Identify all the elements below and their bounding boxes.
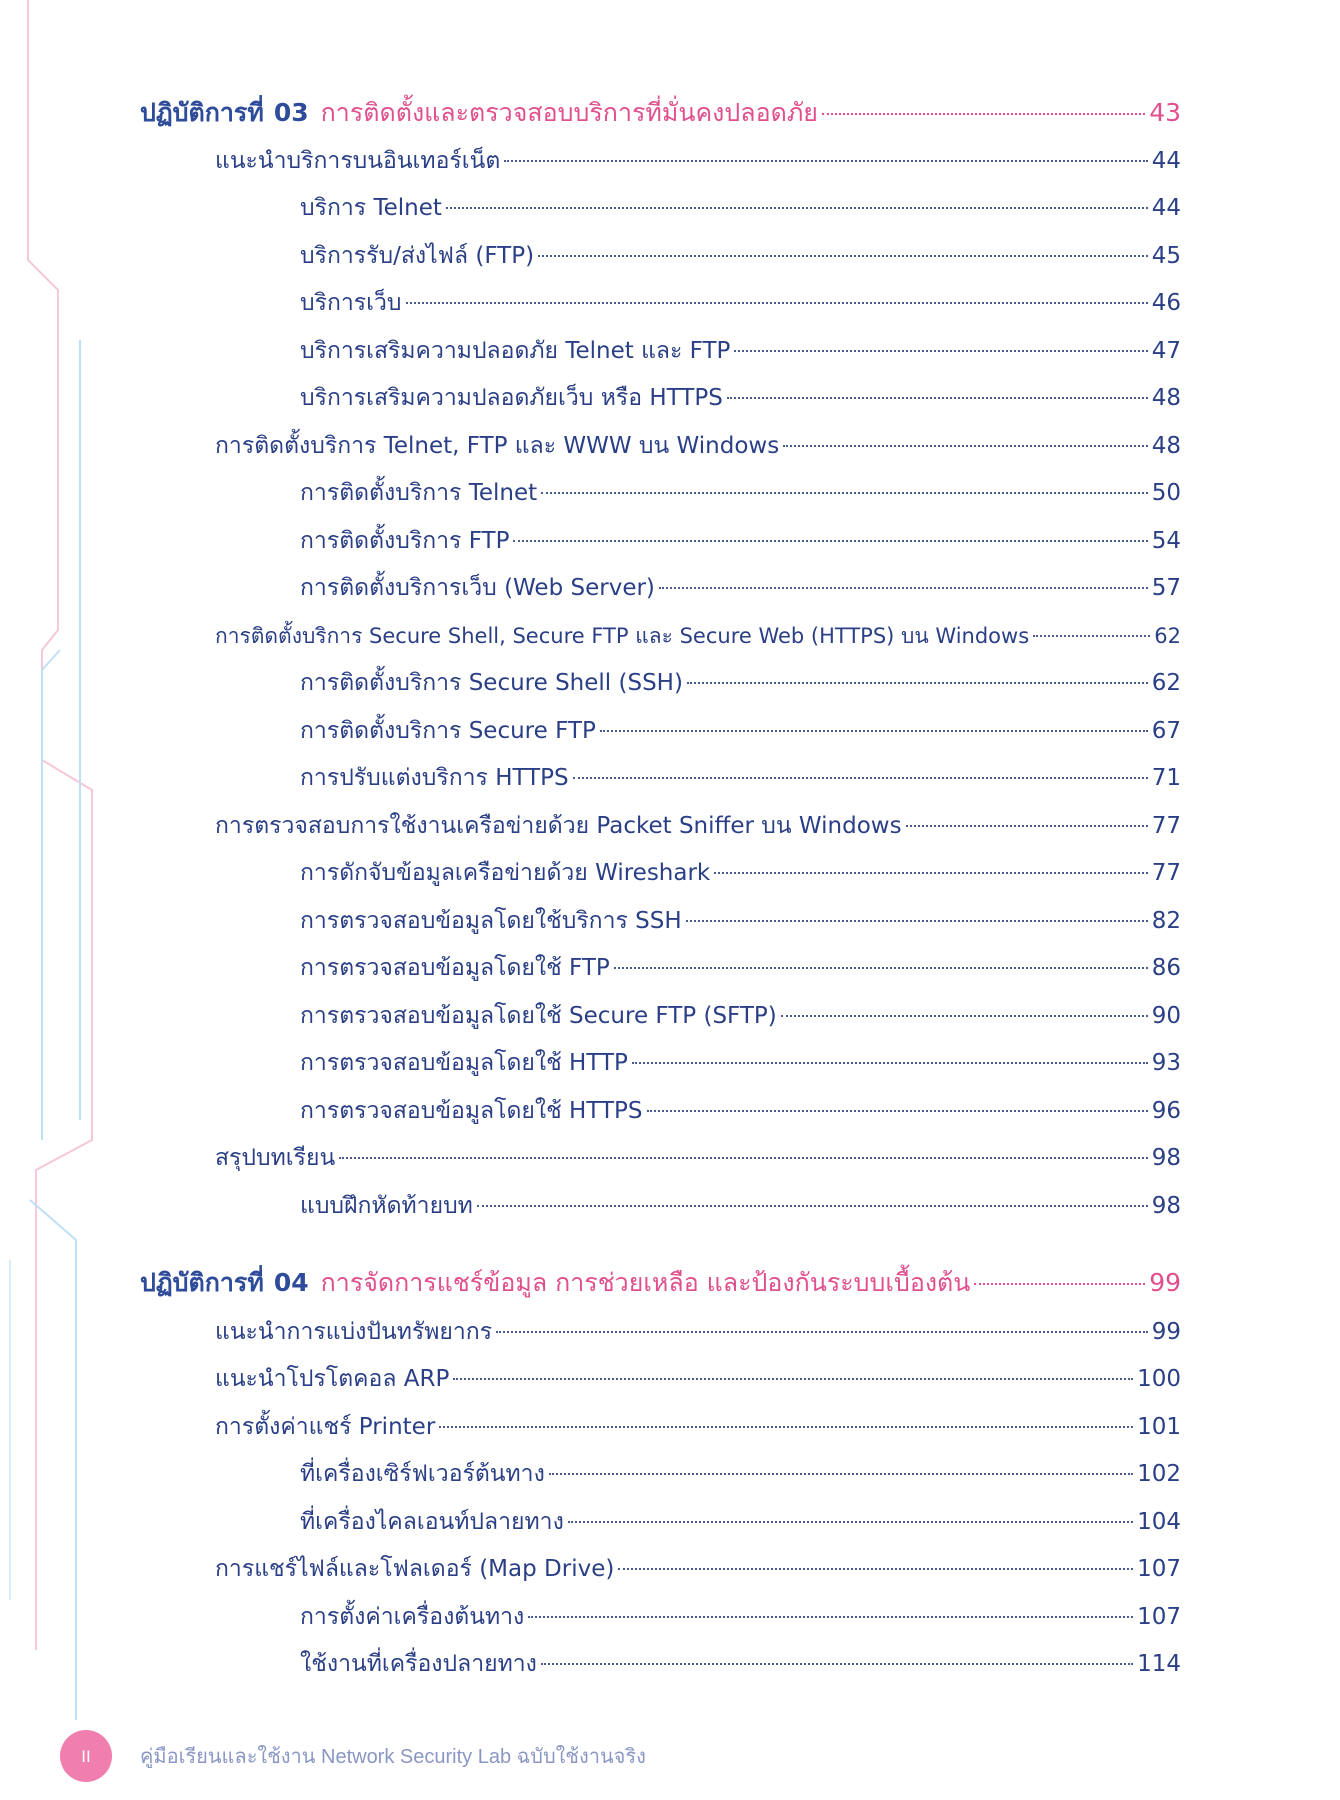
page-number: 99: [1149, 1268, 1181, 1297]
dot-leader: [906, 825, 1148, 827]
entry-title: แนะนำบริการบนอินเทอร์เน็ต: [215, 148, 501, 174]
entry-title: การติดตั้งบริการ Secure FTP: [300, 718, 596, 744]
dot-leader: [822, 113, 1145, 115]
dot-leader: [339, 1157, 1148, 1159]
page-number: 57: [1151, 575, 1181, 601]
entry-title: การติดตั้งบริการ Telnet: [300, 480, 538, 506]
toc-entry[interactable]: [300, 193, 1181, 223]
dot-leader: [1033, 635, 1150, 637]
dot-leader: [541, 1663, 1133, 1665]
dot-leader: [528, 1616, 1133, 1618]
dot-leader: [513, 540, 1147, 542]
dot-leader: [477, 1205, 1148, 1207]
dot-leader: [541, 492, 1148, 494]
toc-entry[interactable]: [215, 811, 1181, 841]
entry-title: ที่เครื่องไคลเอนท์ปลายทาง: [300, 1509, 564, 1535]
dot-leader: [659, 587, 1148, 589]
page-number: 62: [1151, 670, 1181, 696]
dot-leader: [734, 350, 1147, 352]
entry-title: การปรับแต่งบริการ HTTPS: [300, 765, 569, 791]
page-number: 71: [1151, 765, 1181, 791]
page-number: 99: [1151, 1319, 1181, 1345]
dot-leader: [714, 872, 1147, 874]
entry-title: การตั้งค่าแชร์ Printer: [215, 1414, 436, 1440]
entry-title: แนะนำการแบ่งปันทรัพยากร: [215, 1319, 493, 1345]
dot-leader: [439, 1426, 1133, 1428]
page-number: 98: [1151, 1145, 1181, 1171]
toc-entry[interactable]: [300, 1507, 1181, 1537]
entry-title: การดักจับข้อมูลเครือข่ายด้วย Wireshark: [300, 860, 711, 886]
decorative-side-lines: [0, 0, 120, 1800]
entry-title: แบบฝึกหัดท้ายบท: [300, 1193, 473, 1219]
dot-leader: [568, 1521, 1133, 1523]
toc-entry[interactable]: [300, 763, 1181, 793]
entry-title: ที่เครื่องเซิร์ฟเวอร์ต้นทาง: [300, 1461, 545, 1487]
page-number: 62: [1154, 624, 1181, 648]
footer-book-title: คู่มือเรียนและใช้งาน Network Security Lab ฉบับใช้งานจริง: [140, 1746, 646, 1768]
toc-entry[interactable]: [300, 288, 1181, 318]
toc-entry[interactable]: [300, 1001, 1181, 1031]
toc-entry[interactable]: [300, 716, 1181, 746]
page-number: 102: [1137, 1461, 1181, 1487]
toc-entry[interactable]: [300, 858, 1181, 888]
entry-title: การตรวจสอบข้อมูลโดยใช้ HTTPS: [300, 1098, 643, 1124]
toc-entry[interactable]: [300, 526, 1181, 556]
toc-entry[interactable]: [300, 1191, 1181, 1221]
toc-entry[interactable]: [300, 383, 1181, 413]
entry-title: การตรวจสอบการใช้งานเครือข่ายด้วย Packet Sniffer บน Windows: [215, 813, 902, 839]
entry-title: บริการรับ/ส่งไฟล์ (FTP): [300, 243, 535, 269]
page-number: 44: [1151, 148, 1181, 174]
dot-leader: [727, 397, 1148, 399]
chapter-heading[interactable]: [140, 98, 1181, 128]
toc-entry[interactable]: [300, 1459, 1181, 1489]
toc-entry[interactable]: [215, 1554, 1181, 1584]
entry-title: แนะนำโปรโตคอล ARP: [215, 1366, 450, 1392]
entry-title: บริการ Telnet: [300, 195, 442, 221]
page-number: 77: [1151, 860, 1181, 886]
dot-leader: [687, 682, 1148, 684]
chapter-label: ปฏิบัติการที่: [140, 1268, 264, 1297]
page-number: 114: [1137, 1651, 1181, 1677]
entry-title: การตรวจสอบข้อมูลโดยใช้ Secure FTP (SFTP): [300, 1003, 777, 1029]
chapter-number: 03: [273, 98, 309, 127]
page-number: 67: [1151, 718, 1181, 744]
dot-leader: [406, 302, 1148, 304]
page-number: 104: [1137, 1509, 1181, 1535]
entry-title: การติดตั้งบริการ Secure Shell, Secure FTP และ Secure Web (HTTPS) บน Windows: [215, 624, 1030, 648]
dot-leader: [781, 1015, 1148, 1017]
toc-entry[interactable]: [300, 336, 1181, 366]
toc-entry[interactable]: [300, 1096, 1181, 1126]
dot-leader: [496, 1331, 1148, 1333]
entry-title: การติดตั้งบริการ FTP: [300, 528, 510, 554]
entry-title: สรุปบทเรียน: [215, 1145, 336, 1171]
page-number: 93: [1151, 1050, 1181, 1076]
entry-title: บริการเสริมความปลอดภัยเว็บ หรือ HTTPS: [300, 385, 723, 411]
page-number: 98: [1151, 1193, 1181, 1219]
dot-leader: [538, 255, 1148, 257]
page-number: 100: [1137, 1366, 1181, 1392]
entry-title: การติดตั้งบริการเว็บ (Web Server): [300, 575, 655, 601]
toc-entry[interactable]: [300, 478, 1181, 508]
entry-title: การติดตั้งบริการ Telnet, FTP และ WWW บน Windows: [215, 433, 780, 459]
toc-entry[interactable]: [215, 1143, 1181, 1173]
page-number: 86: [1151, 955, 1181, 981]
page-number: 54: [1151, 528, 1181, 554]
toc-entry[interactable]: [215, 1364, 1181, 1394]
toc-entry[interactable]: [300, 906, 1181, 936]
toc-entry[interactable]: [215, 146, 1181, 176]
dot-leader: [632, 1062, 1148, 1064]
toc-entry[interactable]: [215, 431, 1181, 461]
entry-title: การตั้งค่าเครื่องต้นทาง: [300, 1604, 525, 1630]
dot-leader: [453, 1378, 1133, 1380]
page-number: 50: [1151, 480, 1181, 506]
page-number: 90: [1151, 1003, 1181, 1029]
toc-entry[interactable]: [300, 668, 1181, 698]
page-footer: [60, 1730, 646, 1782]
chapter-number: 04: [273, 1268, 309, 1297]
entry-title: ใช้งานที่เครื่องปลายทาง: [300, 1651, 537, 1677]
entry-title: การตรวจสอบข้อมูลโดยใช้ FTP: [300, 955, 610, 981]
page-number: 46: [1151, 290, 1181, 316]
entry-title: การแชร์ไฟล์และโฟลเดอร์ (Map Drive): [215, 1556, 615, 1582]
page-number: 47: [1151, 338, 1181, 364]
chapter-label: ปฏิบัติการที่: [140, 98, 264, 127]
toc-entry[interactable]: [300, 1649, 1181, 1679]
page-number: 96: [1151, 1098, 1181, 1124]
toc-entry[interactable]: [300, 1602, 1181, 1632]
dot-leader: [600, 730, 1148, 732]
page-number: 44: [1151, 195, 1181, 221]
dot-leader: [573, 777, 1148, 779]
dot-leader: [783, 445, 1148, 447]
page-number: 101: [1137, 1414, 1181, 1440]
dot-leader: [647, 1110, 1148, 1112]
page-number: 77: [1151, 813, 1181, 839]
toc-entry[interactable]: [215, 621, 1181, 651]
page-number: 48: [1151, 433, 1181, 459]
entry-title: บริการเสริมความปลอดภัย Telnet และ FTP: [300, 338, 731, 364]
entry-title: การตรวจสอบข้อมูลโดยใช้บริการ SSH: [300, 908, 682, 934]
page-number: 45: [1151, 243, 1181, 269]
dot-leader: [614, 967, 1148, 969]
page-number: 43: [1149, 98, 1181, 127]
toc-entry[interactable]: [300, 241, 1181, 271]
page-number: 82: [1151, 908, 1181, 934]
dot-leader: [504, 160, 1147, 162]
footer-page-number: II: [60, 1730, 112, 1782]
entry-title: การติดตั้งบริการ Secure Shell (SSH): [300, 670, 683, 696]
page-number: 107: [1137, 1604, 1181, 1630]
dot-leader: [618, 1568, 1133, 1570]
dot-leader: [686, 920, 1148, 922]
page-number: 107: [1137, 1556, 1181, 1582]
entry-title: บริการเว็บ: [300, 290, 402, 316]
chapter-title: การติดตั้งและตรวจสอบบริการที่มั่นคงปลอดภัย: [320, 98, 818, 127]
dot-leader: [549, 1473, 1133, 1475]
chapter-title: การจัดการแชร์ข้อมูล การช่วยเหลือ และป้องกันระบบเบื้องต้น: [320, 1268, 971, 1297]
dot-leader: [974, 1283, 1145, 1285]
toc-entry[interactable]: [300, 573, 1181, 603]
toc-entry[interactable]: [300, 953, 1181, 983]
chapter-heading[interactable]: [140, 1268, 1181, 1298]
toc-entry[interactable]: [215, 1317, 1181, 1347]
dot-leader: [446, 207, 1148, 209]
toc-entry[interactable]: [215, 1412, 1181, 1442]
entry-title: การตรวจสอบข้อมูลโดยใช้ HTTP: [300, 1050, 628, 1076]
page-number: 48: [1151, 385, 1181, 411]
toc-entry[interactable]: [300, 1048, 1181, 1078]
